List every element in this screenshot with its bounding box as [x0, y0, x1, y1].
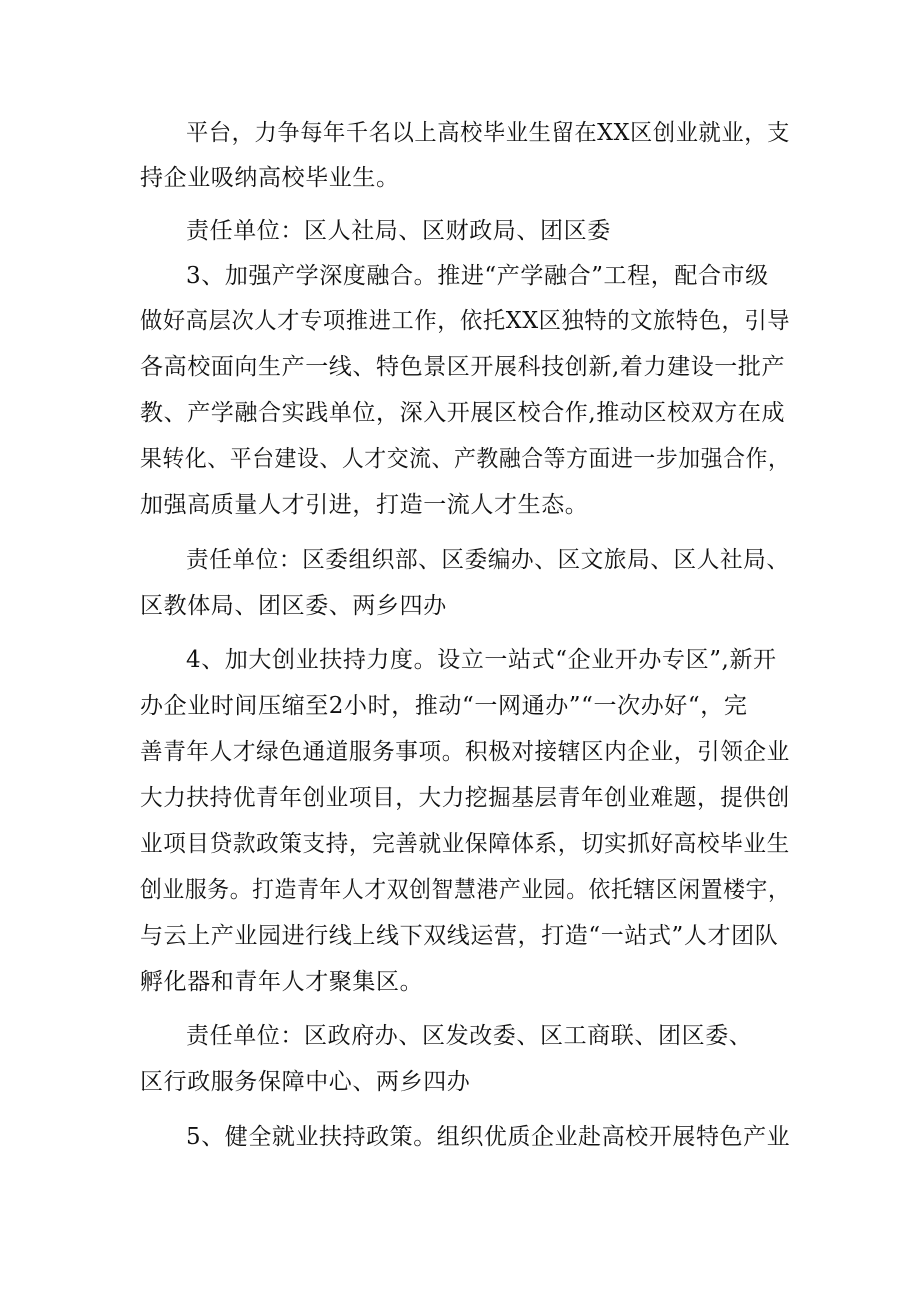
text-line: 果转化、平台建设、人才交流、产教融合等方面进一步加强合作，: [140, 446, 791, 472]
text-line: 持企业吸纳高校毕业生。: [140, 165, 400, 191]
text-line: 责任单位：区委组织部、区委编办、区文旅局、区人社局、: [186, 547, 790, 573]
text-line: 区行政服务保障中心、两乡四办: [140, 1069, 471, 1095]
text-line: 教、产学融合实践单位，深入开展区校合作,推动区校双方在成: [140, 400, 786, 426]
text-line: 4、加大创业扶持力度。设立一站式“企业开办专区”,新开: [186, 647, 777, 673]
text-line: 责任单位：区政府办、区发改委、区工商联、团区委、: [186, 1023, 753, 1049]
text-line: 平台，力争每年千名以上高校毕业生留在XX区创业就业，支: [186, 120, 790, 146]
text-line: 与云上产业园进行线上线下双线运营，打造“一站式”人才团队: [140, 923, 779, 949]
text-line: 5、健全就业扶持政策。组织优质企业赴高校开展特色产业: [186, 1124, 791, 1150]
text-line: 区教体局、团区委、两乡四办: [140, 593, 447, 619]
text-line: 办企业时间压缩至2小时，推动“一网通办”“一次办好“，完: [140, 693, 748, 719]
text-line: 善青年人才绿色通道服务事项。积极对接辖区内企业，引领企业: [140, 739, 790, 765]
text-line: 业项目贷款政策支持，完善就业保障体系，切实抓好高校毕业生: [140, 831, 790, 857]
text-line: 责任单位：区人社局、区财政局、团区委: [186, 218, 611, 244]
text-line: 做好高层次人才专项推进工作，依托XX区独特的文旅特色，引导: [140, 308, 791, 334]
text-line: 加强高质量人才引进，打造一流人才生态。: [140, 492, 589, 518]
text-line: 孵化器和青年人才聚集区。: [140, 969, 424, 995]
text-line: 3、加强产学深度融合。推进“产学融合”工程，配合市级: [186, 263, 769, 289]
text-line: 各高校面向生产一线、特色景区开展科技创新,着力建设一批产: [140, 354, 786, 380]
text-line: 大力扶持优青年创业项目，大力挖掘基层青年创业难题，提供创: [140, 785, 790, 811]
text-line: 创业服务。打造青年人才双创智慧港产业园。依托辖区闲置楼宇，: [140, 877, 791, 903]
